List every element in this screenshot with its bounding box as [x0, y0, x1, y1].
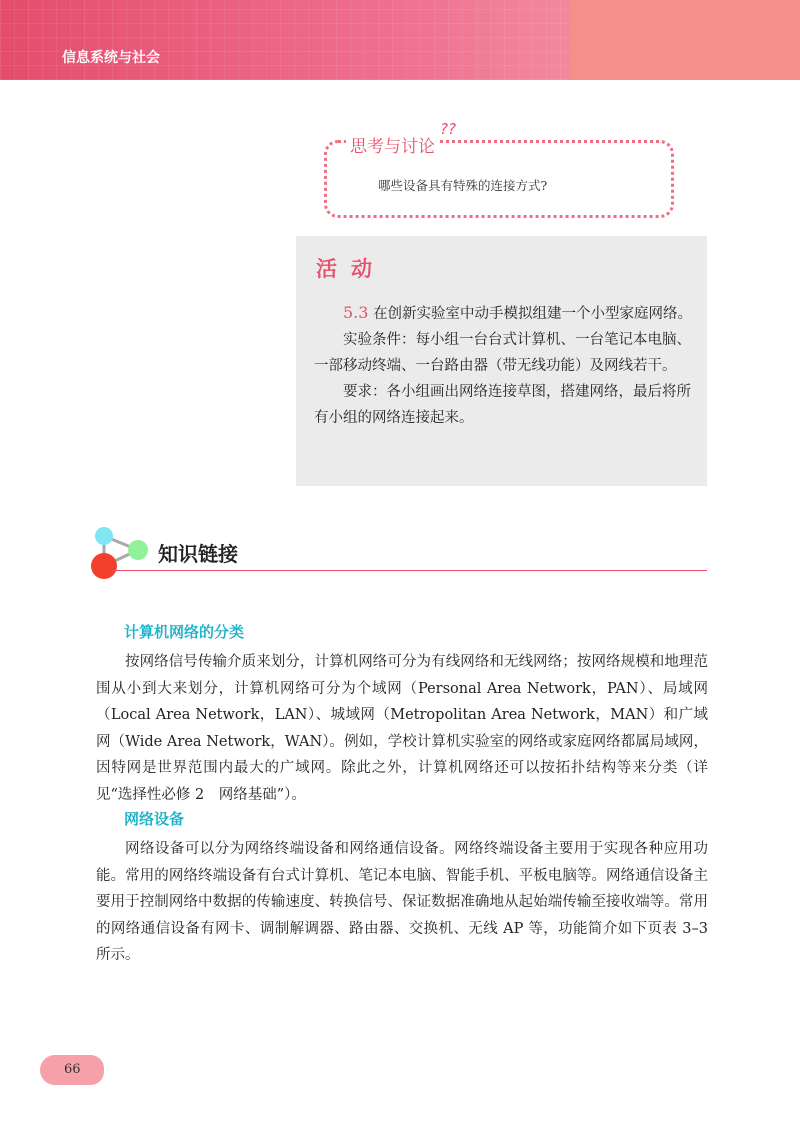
section-heading-classification: 计算机网络的分类: [124, 623, 245, 641]
think-question: 哪些设备具有特殊的连接方式?: [378, 178, 548, 193]
section-divider: [112, 570, 707, 571]
section-heading-devices: 网络设备: [124, 810, 185, 828]
page-header: [0, 0, 800, 80]
question-marks-icon: ??: [440, 120, 456, 138]
paragraph-text: 按网络信号传输介质来划分，计算机网络可分为有线网络和无线网络；按网络规模和地理范围从小到大来划分，计算机网络可分为个域网（Personal Area Network，PAN）、局域网（Local Area Network，LAN）、城域网（Metropolitan Area Network，MAN）和广域网（Wide Area Network，WAN）。例如，学校计算机实验室的网络或家庭网络都属局域网，因特网是世界范围内最大的广域网。除此之外，计算机网络还可以按拓扑结构等来分类（详见“选择性必修 2 网络基础”）。: [96, 654, 708, 803]
activity-task: 在创新实验室中动手模拟组建一个小型家庭网络。: [373, 306, 693, 322]
activity-number: 5.3: [343, 303, 369, 322]
paragraph-text: 网络设备可以分为网络终端设备和网络通信设备。网络终端设备主要用于实现各种应用功能。常用的网络终端设备有台式计算机、笔记本电脑、智能手机、平板电脑等。网络通信设备主要用于控制网络中数据的传输速度、转换信号、保证数据准确地从起始端传输至接收端等。常用的网络通信设备有网卡、调制解调器、路由器、交换机、无线 AP 等，功能简介如下页表 3–3 所示。: [96, 841, 708, 963]
activity-body: [314, 300, 696, 431]
activity-conditions: 实验条件：每小组一台台式计算机、一台笔记本电脑、一部移动终端、一台路由器（带无线功能）及网线若干。: [314, 332, 691, 374]
header-pattern-band: [0, 0, 570, 80]
knowledge-link-title: 知识链接: [158, 542, 238, 566]
book-title: 信息系统与社会: [62, 50, 160, 66]
think-discussion-title: 思考与讨论: [346, 132, 439, 157]
header-solid-band: [570, 0, 800, 80]
paragraph-devices: [96, 836, 708, 969]
page-number: 66: [64, 1062, 81, 1077]
paragraph-classification: [96, 649, 708, 808]
knowledge-link-icon: [88, 522, 154, 582]
activity-title: 活动: [316, 257, 386, 281]
activity-requirements: 要求：各小组画出网络连接草图，搭建网络，最后将所有小组的网络连接起来。: [314, 384, 691, 426]
